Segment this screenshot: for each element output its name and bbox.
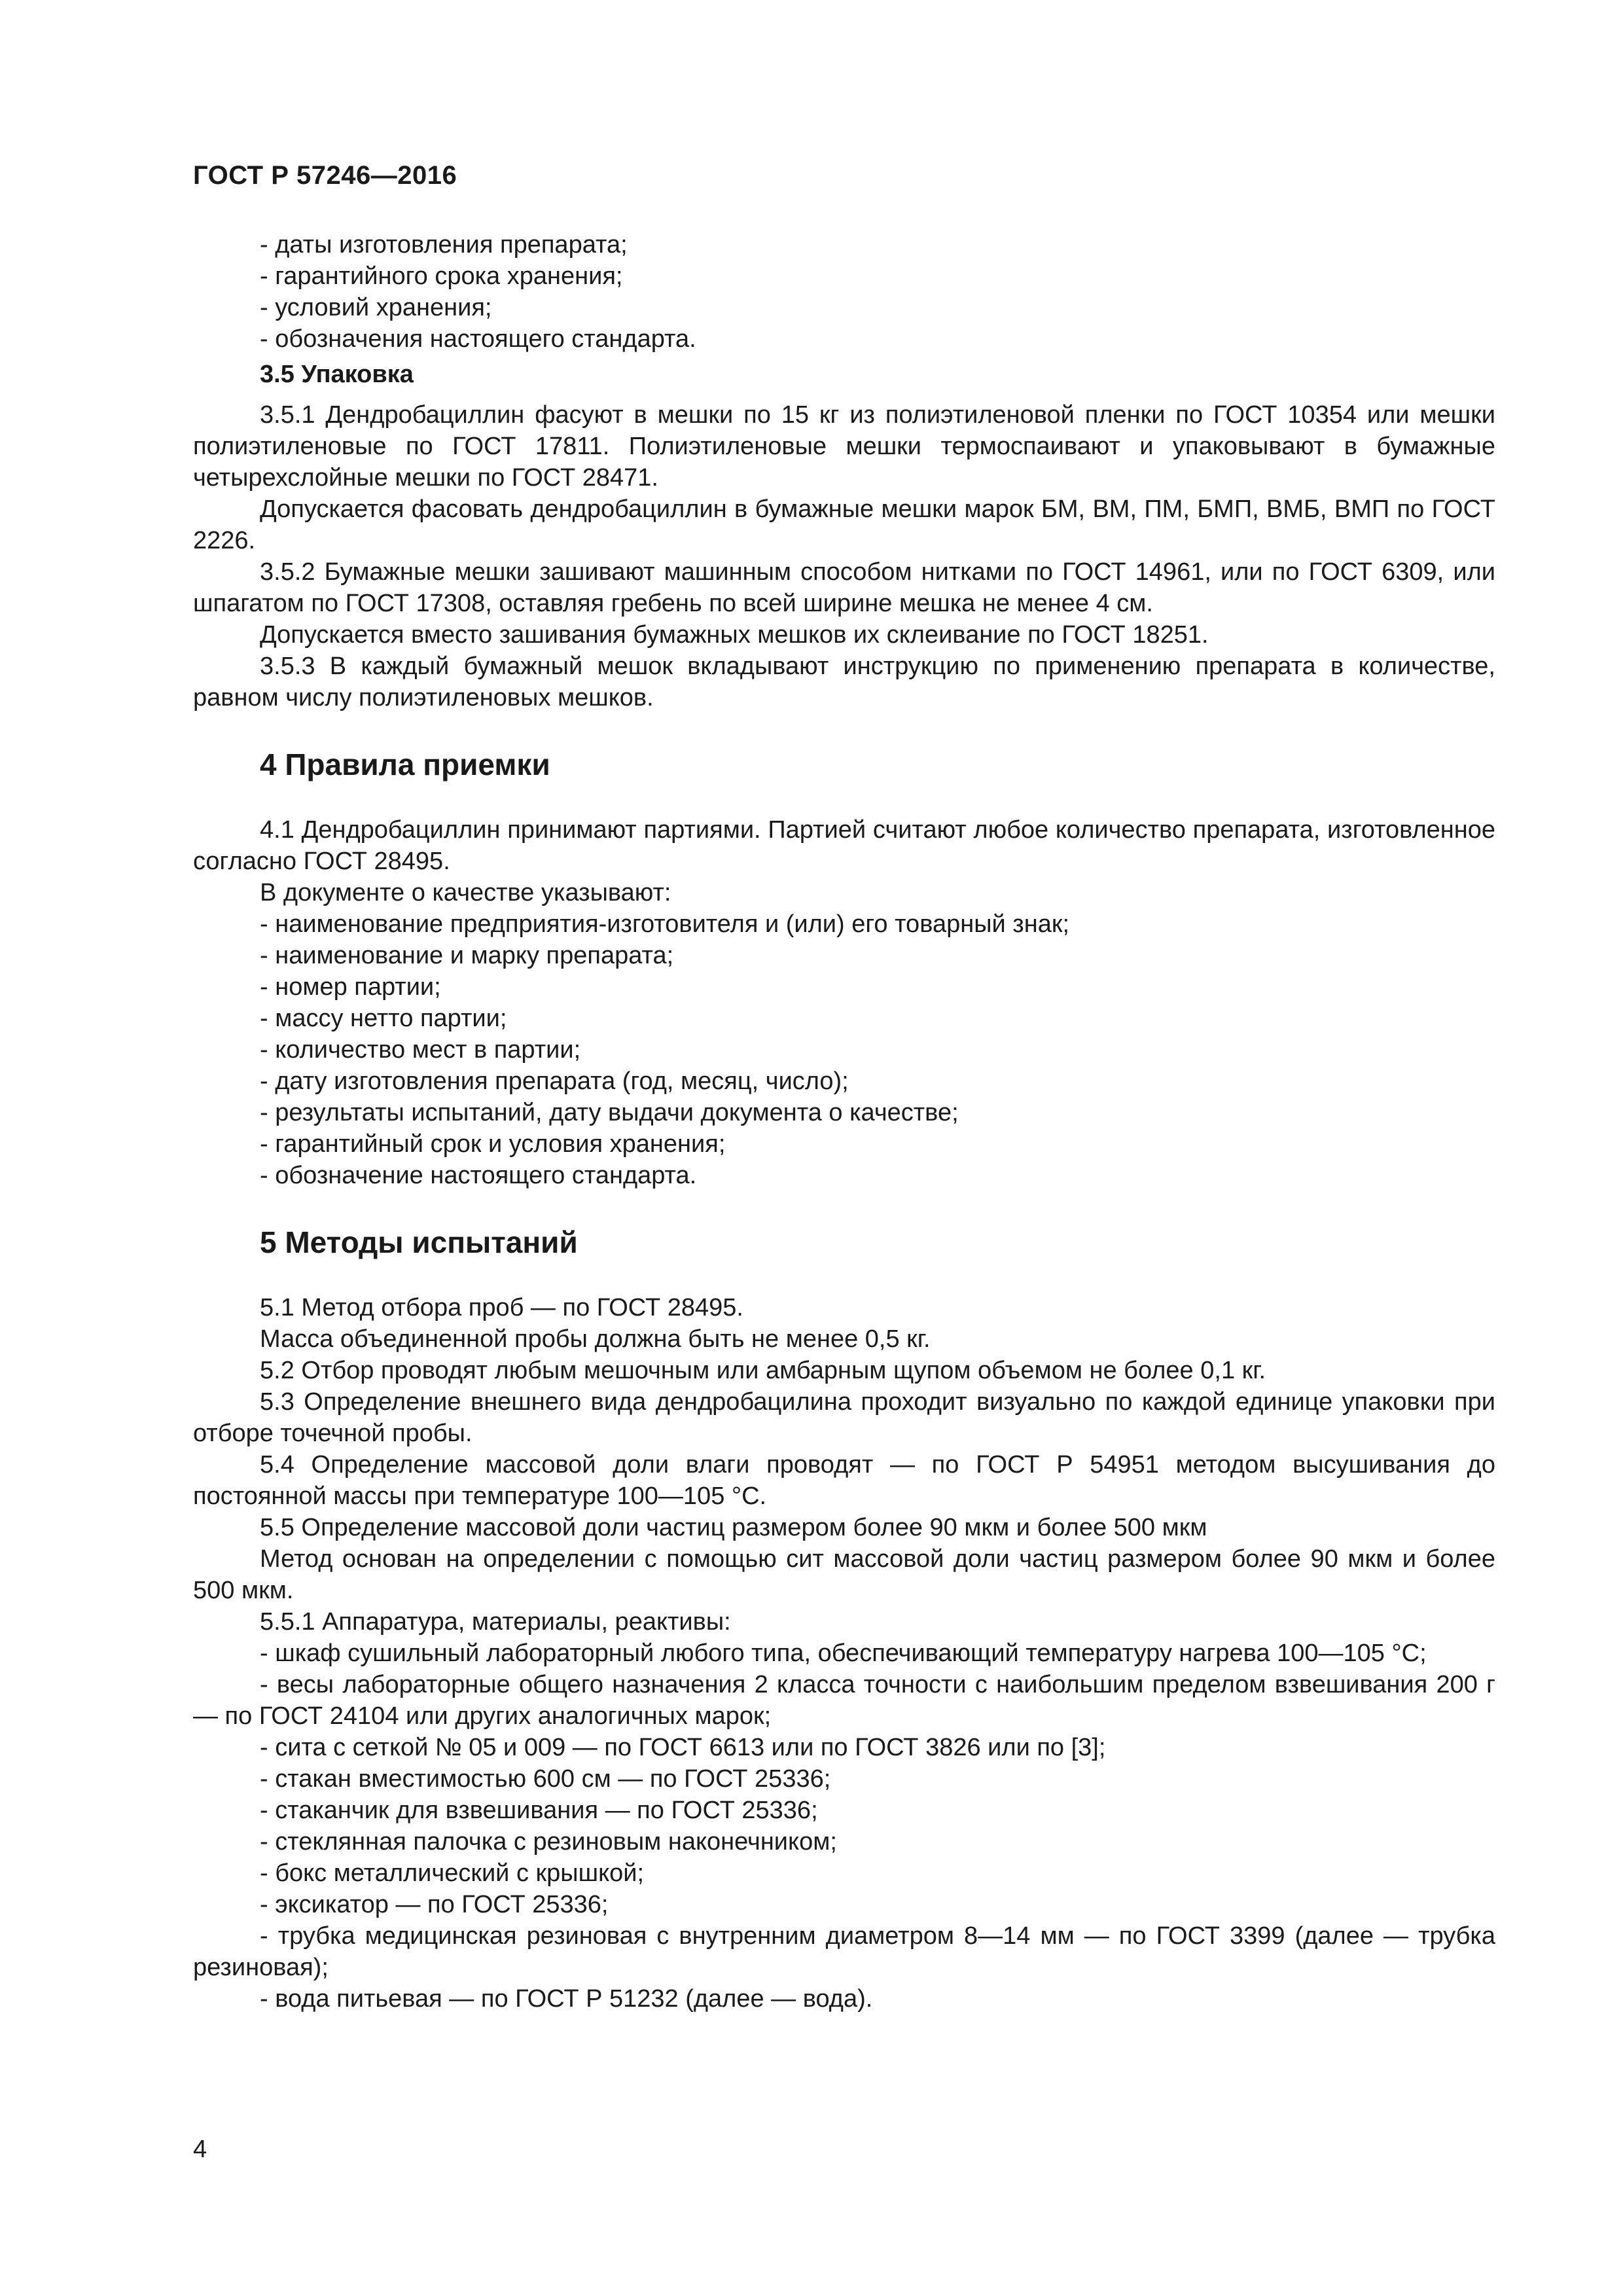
- paragraph-5-2: 5.2 Отбор проводят любым мешочным или амбарным щупом объемом не более 0,1 кг.: [260, 1357, 1266, 1384]
- list-item: - стакан вместимостью 600 см — по ГОСТ 25336;: [260, 1765, 831, 1793]
- paragraph: Допускается фасовать дендробациллин в бумажные мешки марок БМ, ВМ, ПМ, БМП, ВМБ, ВМП по ГОСТ 2226.: [193, 495, 1495, 554]
- list-item: - шкаф сушильный лабораторный любого типа, обеспечивающий температуру нагрева 100—105 °С;: [260, 1640, 1427, 1667]
- list-item: - наименование и марку препарата;: [260, 942, 674, 969]
- list-item: - гарантийный срок и условия хранения;: [260, 1130, 726, 1158]
- paragraph-4-1: 4.1 Дендробациллин принимают партиями. Партией считают любое количество препарата, изготовленное согласно ГОСТ 28495.: [193, 816, 1495, 875]
- list-item: - условий хранения;: [260, 294, 492, 321]
- list-item: - дату изготовления препарата (год, месяц, число);: [260, 1067, 849, 1095]
- list-item: - сита с сеткой № 05 и 009 — по ГОСТ 6613 или по ГОСТ 3826 или по [3];: [260, 1734, 1106, 1761]
- paragraph-5-4: 5.4 Определение массовой доли влаги проводят — по ГОСТ Р 54951 методом высушивания до постоянной массы при температуре 100—105 °С.: [193, 1451, 1495, 1510]
- paragraph: Допускается вместо зашивания бумажных мешков их склеивание по ГОСТ 18251.: [260, 621, 1209, 649]
- list-item: - стеклянная палочка с резиновым наконечником;: [260, 1828, 837, 1856]
- list-item: - номер партии;: [260, 973, 441, 1001]
- document-header: ГОСТ Р 57246—2016: [193, 161, 457, 190]
- list-item: - весы лабораторные общего назначения 2 класса точности с наибольшим пределом взвешивания 200 г — по ГОСТ 24104 или других аналогичных марок;: [193, 1671, 1495, 1730]
- paragraph: Масса объединенной пробы должна быть не менее 0,5 кг.: [260, 1325, 931, 1353]
- list-item: - гарантийного срока хранения;: [260, 262, 623, 290]
- list-item: - обозначение настоящего стандарта.: [260, 1162, 697, 1189]
- paragraph-3-5-3: 3.5.3 В каждый бумажный мешок вкладывают инструкцию по применению препарата в количестве, равном числу полиэтиленовых мешков.: [193, 653, 1495, 711]
- paragraph-5-5-1: 5.5.1 Аппаратура, материалы, реактивы:: [260, 1608, 731, 1636]
- paragraph: В документе о качестве указывают:: [260, 879, 671, 906]
- paragraph-5-1: 5.1 Метод отбора проб — по ГОСТ 28495.: [260, 1294, 743, 1321]
- section-heading-5: 5 Методы испытаний: [260, 1225, 578, 1259]
- list-item: - результаты испытаний, дату выдачи документа о качестве;: [260, 1099, 959, 1126]
- list-item: - массу нетто партии;: [260, 1005, 507, 1032]
- list-item: - количество мест в партии;: [260, 1036, 581, 1064]
- list-item: - даты изготовления препарата;: [260, 231, 628, 259]
- paragraph-5-5: 5.5 Определение массовой доли частиц размером более 90 мкм и более 500 мкм: [260, 1514, 1207, 1541]
- list-item: - трубка медицинская резиновая с внутренним диаметром 8—14 мм — по ГОСТ 3399 (далее — трубка резиновая);: [193, 1922, 1495, 1981]
- page-content: [193, 229, 1495, 2015]
- paragraph-3-5-1: 3.5.1 Дендробациллин фасуют в мешки по 15 кг из полиэтиленовой пленки по ГОСТ 10354 или мешки полиэтиленовые по ГОСТ 17811. Полиэтиленовые мешки термоспаивают и упаковывают в бумажные четырехслойные мешки по ГОСТ 28471.: [193, 401, 1495, 492]
- list-item: - вода питьевая — по ГОСТ Р 51232 (далее — вода).: [260, 1985, 873, 2013]
- list-item: - стаканчик для взвешивания — по ГОСТ 25336;: [260, 1797, 818, 1824]
- list-item: - обозначения настоящего стандарта.: [260, 325, 696, 353]
- subsection-heading-3-5: 3.5 Упаковка: [260, 361, 414, 388]
- list-item: - эксикатор — по ГОСТ 25336;: [260, 1891, 609, 1918]
- section-heading-4: 4 Правила приемки: [260, 747, 550, 781]
- paragraph: Метод основан на определении с помощью сит массовой доли частиц размером более 90 мкм и более 500 мкм.: [193, 1545, 1495, 1604]
- paragraph-3-5-2: 3.5.2 Бумажные мешки зашивают машинным способом нитками по ГОСТ 14961, или по ГОСТ 6309, или шпагатом по ГОСТ 17308, оставляя гребень по всей ширине мешка не менее 4 см.: [193, 558, 1495, 617]
- list-item: - наименование предприятия-изготовителя и (или) его товарный знак;: [260, 910, 1070, 938]
- list-item: - бокс металлический с крышкой;: [260, 1859, 645, 1887]
- paragraph-5-3: 5.3 Определение внешнего вида дендробацилина проходит визуально по каждой единице упаковки при отборе точечной пробы.: [193, 1388, 1495, 1447]
- page-number: 4: [193, 2136, 207, 2163]
